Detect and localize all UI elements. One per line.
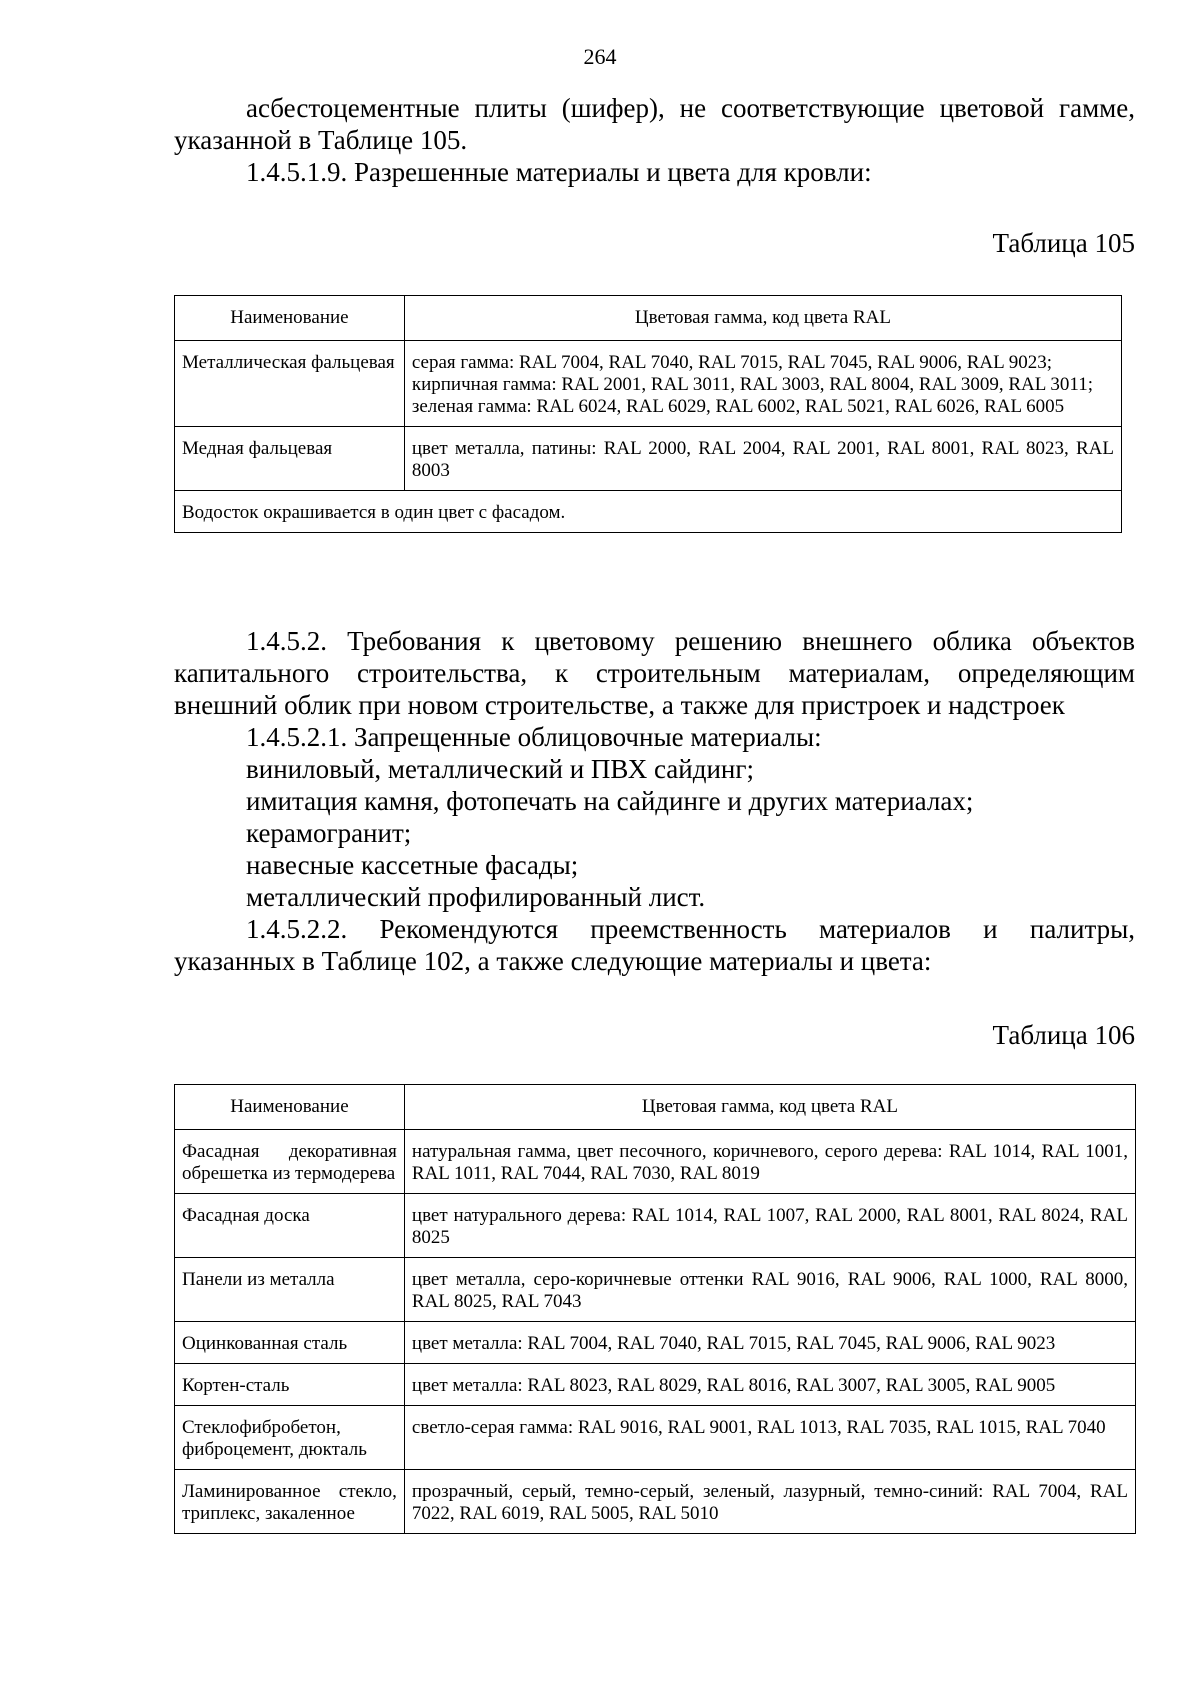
table-row [175, 1470, 1136, 1534]
row-colors [404, 341, 1121, 427]
table-footer-row [175, 491, 1122, 533]
row-name: Фасадная доска [175, 1194, 405, 1258]
table-footer-note: Водосток окрашивается в один цвет с фасадом. [175, 491, 1122, 533]
row-name: Ламинированное стекло, триплекс, закаленное [175, 1470, 405, 1534]
table-row [175, 1322, 1136, 1364]
section-heading-1-4-5-2-2: 1.4.5.2.2. Рекомендуются преемственность материалов и палитры, указанных в Таблице 102, а также следующие материалы и цвета: [174, 914, 1135, 976]
row-colors [404, 427, 1121, 491]
row-name: Металлическая фальцевая [175, 341, 405, 427]
row-colors: светло-серая гамма: RAL 9016, RAL 9001, RAL 1013, RAL 7035, RAL 1015, RAL 7040 [404, 1406, 1135, 1470]
section-heading-1-4-5-1-9: 1.4.5.1.9. Разрешенные материалы и цвета для кровли: [246, 157, 872, 187]
list-item: навесные кассетные фасады; [246, 850, 579, 880]
list-item: имитация камня, фотопечать на сайдинге и других материалах; [246, 786, 974, 816]
row-name: Оцинкованная сталь [175, 1322, 405, 1364]
list-item: металлический профилированный лист. [246, 882, 706, 912]
row-colors: цвет металла, серо-коричневые оттенки RAL 9016, RAL 9006, RAL 1000, RAL 8000, RAL 8025, RAL 7043 [404, 1258, 1135, 1322]
color-line: кирпичная гамма: RAL 2001, RAL 3011, RAL 3003, RAL 8004, RAL 3009, RAL 3011; [411, 374, 1093, 395]
page-number: 264 [583, 44, 617, 69]
table-header-row [175, 1085, 1136, 1130]
color-line: зеленая гамма: RAL 6024, RAL 6029, RAL 6002, RAL 5021, RAL 6026, RAL 6005 [411, 396, 1065, 417]
list-item: виниловый, металлический и ПВХ сайдинг; [246, 754, 754, 784]
intro-text [174, 92, 1135, 188]
row-colors: цвет металла: RAL 8023, RAL 8029, RAL 8016, RAL 3007, RAL 3005, RAL 9005 [404, 1364, 1135, 1406]
section-heading-1-4-5-2: 1.4.5.2. Требования к цветовому решению внешнего облика объектов капитального строительства, к строительным материалам, определяющим внешний облик при новом строительстве, а также для пристроек и надстроек [174, 626, 1135, 720]
color-line: цвет металла, патины: RAL 2000, RAL 2004, RAL 2001, RAL 8001, RAL 8023, RAL 8003 [411, 438, 1114, 481]
table-row [175, 1130, 1136, 1194]
table-row [175, 1258, 1136, 1322]
row-colors: прозрачный, серый, темно-серый, зеленый, лазурный, темно-синий: RAL 7004, RAL 7022, RAL 6019, RAL 5005, RAL 5010 [404, 1470, 1135, 1534]
header-color: Цветовая гамма, код цвета RAL [404, 1085, 1135, 1130]
row-name: Медная фальцевая [175, 427, 405, 491]
row-colors: цвет металла: RAL 7004, RAL 7040, RAL 7015, RAL 7045, RAL 9006, RAL 9023 [404, 1322, 1135, 1364]
table-106 [174, 1084, 1136, 1534]
section-heading-1-4-5-2-1: 1.4.5.2.1. Запрещенные облицовочные материалы: [246, 722, 822, 752]
table-row [175, 427, 1122, 491]
table-row [175, 1364, 1136, 1406]
table-header-row [175, 296, 1122, 341]
row-colors: натуральная гамма, цвет песочного, коричневого, серого дерева: RAL 1014, RAL 1001, RAL 1011, RAL 7044, RAL 7030, RAL 8019 [404, 1130, 1135, 1194]
header-name: Наименование [175, 296, 405, 341]
row-name: Стеклофибробетон, фиброцемент, дюкталь [175, 1406, 405, 1470]
list-item: керамогранит; [246, 818, 412, 848]
row-name: Панели из металла [175, 1258, 405, 1322]
table-105 [174, 295, 1122, 533]
table-row [175, 1194, 1136, 1258]
table-row [175, 1406, 1136, 1470]
row-name: Кортен-сталь [175, 1364, 405, 1406]
table-105-label: Таблица 105 [992, 228, 1135, 258]
header-color: Цветовая гамма, код цвета RAL [404, 296, 1121, 341]
row-colors: цвет натурального дерева: RAL 1014, RAL 1007, RAL 2000, RAL 8001, RAL 8024, RAL 8025 [404, 1194, 1135, 1258]
table-row [175, 341, 1122, 427]
header-name: Наименование [175, 1085, 405, 1130]
row-name: Фасадная декоративная обрешетка из термодерева [175, 1130, 405, 1194]
color-line: серая гамма: RAL 7004, RAL 7040, RAL 7015, RAL 7045, RAL 9006, RAL 9023; [411, 352, 1053, 373]
section-2-text [174, 625, 1135, 977]
intro-paragraph: асбестоцементные плиты (шифер), не соответствующие цветовой гамме, указанной в Таблице 105. [174, 93, 1135, 155]
table-106-label: Таблица 106 [992, 1020, 1135, 1050]
